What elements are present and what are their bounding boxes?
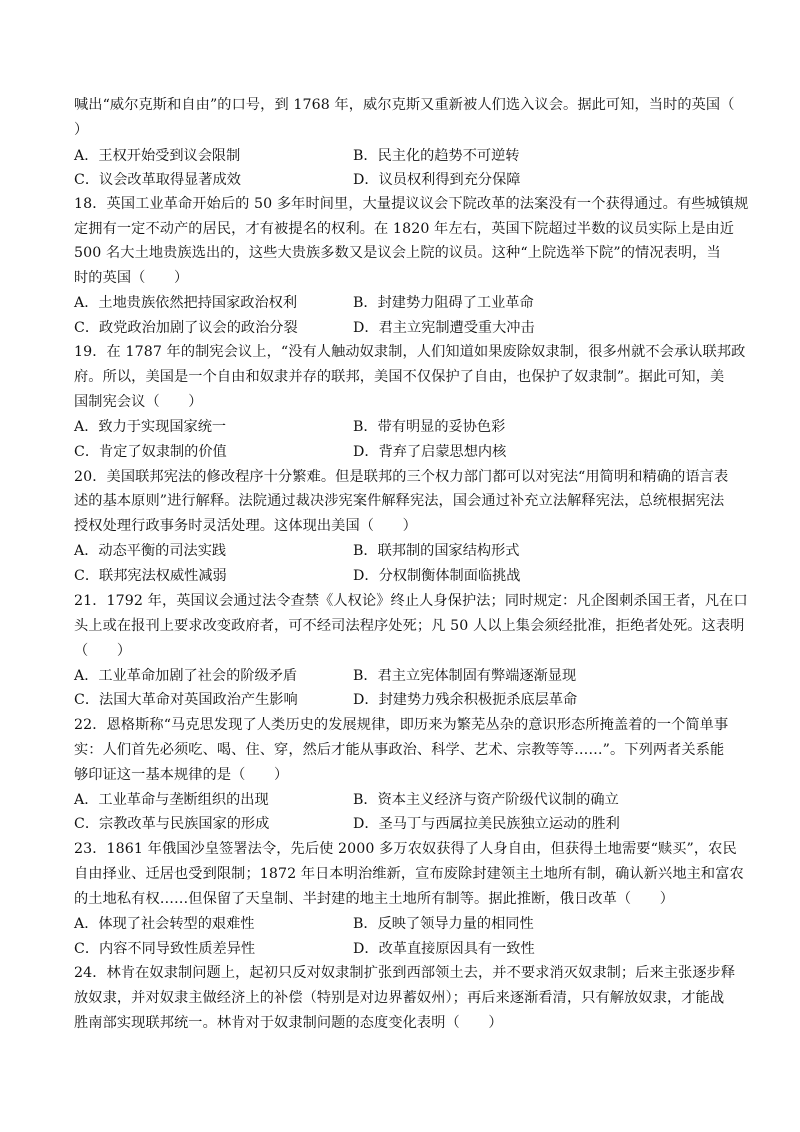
- q23-option-d: D．改革直接原因具有一致性: [353, 941, 535, 957]
- q23-stem-line-3: 的土地私有权……但保留了天皇制、半封建的地主土地所有制等。据此推断，俄日改革（ ）: [74, 891, 675, 907]
- q17-option-b: B．民主化的趋势不可逆转: [353, 148, 520, 164]
- q21-option-b: B．君主立宪体制固有弊端逐渐显现: [353, 668, 577, 684]
- q19-option-a: A．致力于实现国家统一: [74, 419, 227, 435]
- q19-option-c: C．肯定了奴隶制的价值: [74, 444, 227, 460]
- q19-stem-line-3: 国制宪会议（ ）: [74, 394, 203, 410]
- q19-option-d: D．背弃了启蒙思想内核: [353, 444, 507, 460]
- q17-option-a: A．王权开始受到议会限制: [74, 148, 241, 164]
- q20-option-c: C．联邦宪法权威性减弱: [74, 568, 227, 584]
- q22-stem-line-2: 实：人们首先必须吃、喝、住、穿，然后才能从事政治、科学、艺术、宗教等等……”。下列两者关系能: [74, 742, 725, 758]
- q23-option-b: B．反映了领导力量的相同性: [353, 916, 534, 932]
- q18-stem-line-3: 500 名大土地贵族选出的，这些大贵族多数又是议会上院的议员。这种“上院选举下院”的情况表明，当: [74, 245, 721, 261]
- q20-option-d: D．分权制衡体制面临挑战: [353, 568, 521, 584]
- q22-option-a: A．工业革命与垄断组织的出现: [74, 792, 269, 808]
- q22-option-b: B．资本主义经济与资产阶级代议制的确立: [353, 792, 619, 808]
- q19-option-b: B．带有明显的妥协色彩: [353, 419, 506, 435]
- q18-option-b: B．封建势力阻碍了工业革命: [353, 295, 534, 311]
- q18-stem-line-1: 18．英国工业革命开始后的 50 多年时间里，大量提议议会下院改革的法案没有一个获得通过。有些城镇规: [74, 196, 749, 212]
- q21-option-c: C．法国大革命对英国政治产生影响: [74, 692, 298, 708]
- q21-option-d: D．封建势力残余积极扼杀底层革命: [353, 692, 578, 708]
- q18-stem-line-2: 定拥有一定不动产的居民，才有被提名的权利。在 1820 年左右，英国下院超过半数的议员实际上是由近: [74, 221, 735, 237]
- q23-stem-line-2: 自由择业、迁居也受到限制；1872 年日本明治维新，宣布废除封建领主土地所有制，确认新兴地主和富农: [74, 866, 744, 882]
- q20-stem-line-2: 述的基本原则”进行解释。法院通过裁决涉宪案件解释宪法，国会通过补充立法解释宪法，总统根据宪法: [74, 493, 725, 509]
- q19-stem-line-2: 府。所以，美国是一个自由和奴隶并存的联邦，美国不仅保护了自由，也保护了奴隶制”。据此可知，美: [74, 369, 725, 385]
- q20-option-b: B．联邦制的国家结构形式: [353, 543, 520, 559]
- q22-option-c: C．宗教改革与民族国家的形成: [74, 816, 270, 832]
- q17-option-d: D．议员权利得到充分保障: [353, 172, 521, 188]
- q20-stem-line-1: 20．美国联邦宪法的修改程序十分繁难。但是联邦的三个权力部门都可以对宪法“用简明和精确的语言表: [74, 469, 729, 485]
- q18-option-d: D．君主立宪制遭受重大冲击: [353, 320, 535, 336]
- q23-option-a: A．体现了社会转型的艰难性: [74, 916, 255, 932]
- q21-stem-line-3: （ ）: [74, 643, 132, 659]
- q24-stem-line-2: 放奴隶，并对奴隶主做经济上的补偿（特别是对边界蓄奴州）；再后来逐渐看清，只有解放奴隶，才能战: [74, 990, 725, 1006]
- q23-stem-line-1: 23．1861 年俄国沙皇签署法令，先后使 2000 多万农奴获得了人身自由，但获得土地需要“赎买”，农民: [74, 841, 737, 857]
- q24-stem-line-1: 24．林肯在奴隶制问题上，起初只反对奴隶制扩张到西部领土去，并不要求消灭奴隶制；后来主张逐步释: [74, 965, 736, 981]
- q22-stem-line-1: 22．恩格斯称“马克思发现了人类历史的发展规律，即历来为繁芜丛杂的意识形态所掩盖着的一个简单事: [74, 717, 729, 733]
- q19-stem-line-1: 19．在 1787 年的制宪会议上，“没有人触动奴隶制，人们知道如果废除奴隶制，很多州就不会承认联邦政: [74, 344, 746, 360]
- q21-stem-line-2: 头上或在报刊上要求改变政府者，可不经司法程序处死；凡 50 人以上集会须经批准，拒绝者处死。这表明: [74, 618, 745, 634]
- q17-stem-line-2: ）: [74, 122, 89, 138]
- q22-stem-line-3: 够印证这一基本规律的是（ ）: [74, 767, 289, 783]
- q20-option-a: A．动态平衡的司法实践: [74, 543, 227, 559]
- q20-stem-line-3: 授权处理行政事务时灵活处理。这体现出美国（ ）: [74, 518, 417, 534]
- q21-option-a: A．工业革命加剧了社会的阶级矛盾: [74, 668, 298, 684]
- q17-option-c: C．议会改革取得显著成效: [74, 172, 241, 188]
- q18-option-a: A．土地贵族依然把持国家政治权利: [74, 295, 298, 311]
- q18-option-c: C．政党政治加剧了议会的政治分裂: [74, 320, 298, 336]
- q23-option-c: C．内容不同导致性质差异性: [74, 941, 256, 957]
- q17-stem-line-1: 喊出“威尔克斯和自由”的口号，到 1768 年，威尔克斯又重新被人们选入议会。据此可知，当时的英国（: [74, 97, 735, 113]
- q18-stem-line-4: 时的英国（ ）: [74, 270, 189, 286]
- q24-stem-line-3: 胜南部实现联邦统一。林肯对于奴隶制问题的态度变化表明（ ）: [74, 1015, 503, 1031]
- q21-stem-line-1: 21．1792 年，英国议会通过法令查禁《人权论》终止人身保护法；同时规定：凡企图刺杀国王者，凡在口: [74, 593, 748, 609]
- q22-option-d: D．圣马丁与西属拉美民族独立运动的胜利: [353, 816, 620, 832]
